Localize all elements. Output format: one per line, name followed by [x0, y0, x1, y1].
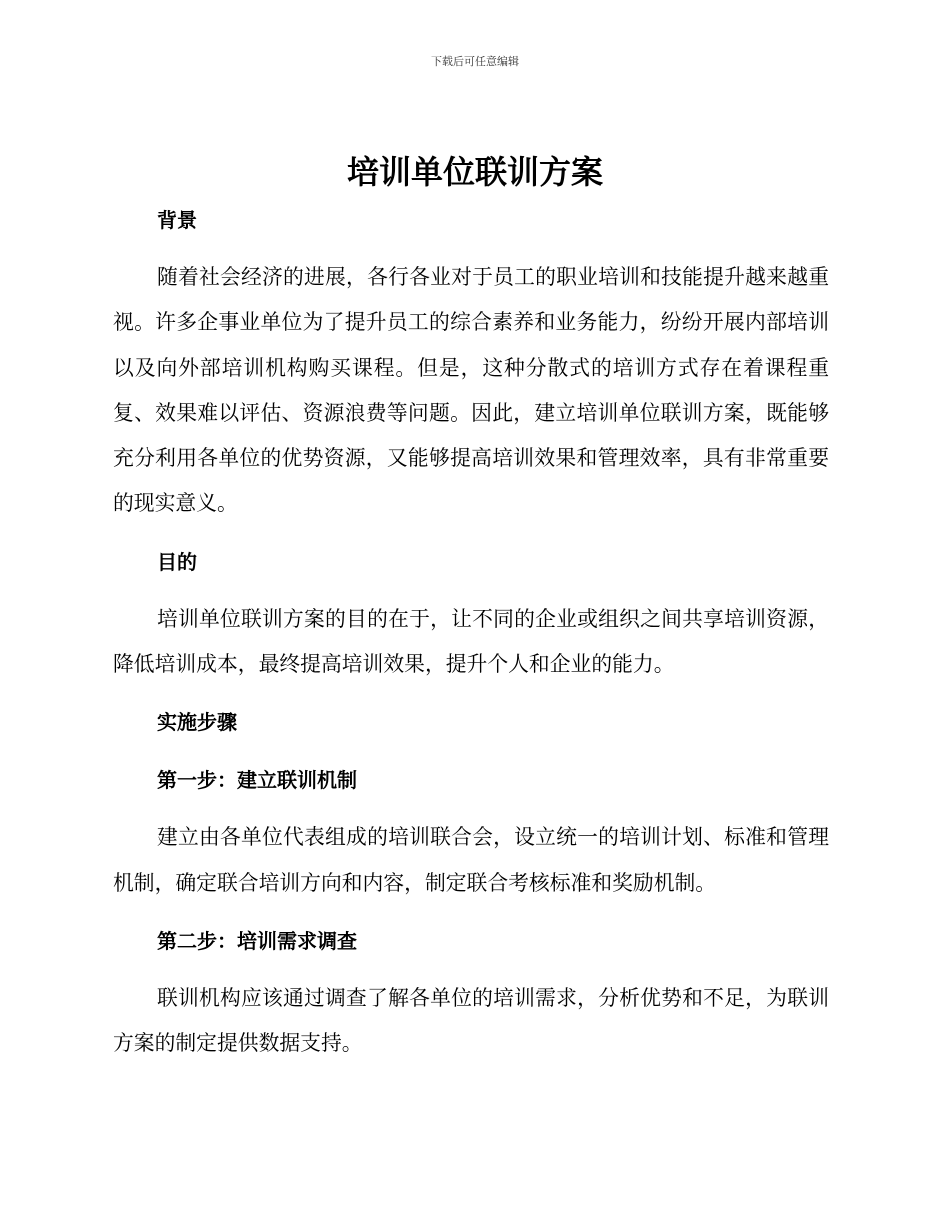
document-body [113, 198, 829, 1067]
section-heading-step1: 第一步：建立联训机制 [157, 768, 357, 793]
paragraph-step1: 建立由各单位代表组成的培训联合会，设立统一的培训计划、标准和管理机制，确定联合培训方向和内容，制定联合考核标准和奖励机制。 [113, 825, 829, 895]
paragraph-step2: 联训机构应该通过调查了解各单位的培训需求，分析优势和不足，为联训方案的制定提供数据支持。 [113, 985, 829, 1056]
paragraph-purpose: 培训单位联训方案的目的在于，让不同的企业或组织之间共享培训资源，降低培训成本，最终提高培训效果，提升个人和企业的能力。 [113, 606, 829, 677]
section-heading-purpose: 目的 [157, 549, 197, 574]
page-header: 下载后可任意编辑 [431, 55, 519, 68]
section-heading-step2: 第二步：培训需求调查 [157, 928, 357, 953]
paragraph-background: 随着社会经济的进展，各行各业对于员工的职业培训和技能提升越来越重视。许多企事业单位为了提升员工的综合素养和业务能力，纷纷开展内部培训以及向外部培训机构购买课程。但是，这种分散式的培训方式存在着课程重复、效果难以评估、资源浪费等问题。因此，建立培训单位联训方案，既能够充分利用各单位的优势资源，又能够提高培训效果和管理效率，具有非常重要的现实意义。 [113, 265, 829, 516]
document-title: 培训单位联训方案 [346, 153, 603, 191]
section-heading-steps: 实施步骤 [157, 710, 237, 735]
section-heading-background: 背景 [157, 208, 197, 232]
